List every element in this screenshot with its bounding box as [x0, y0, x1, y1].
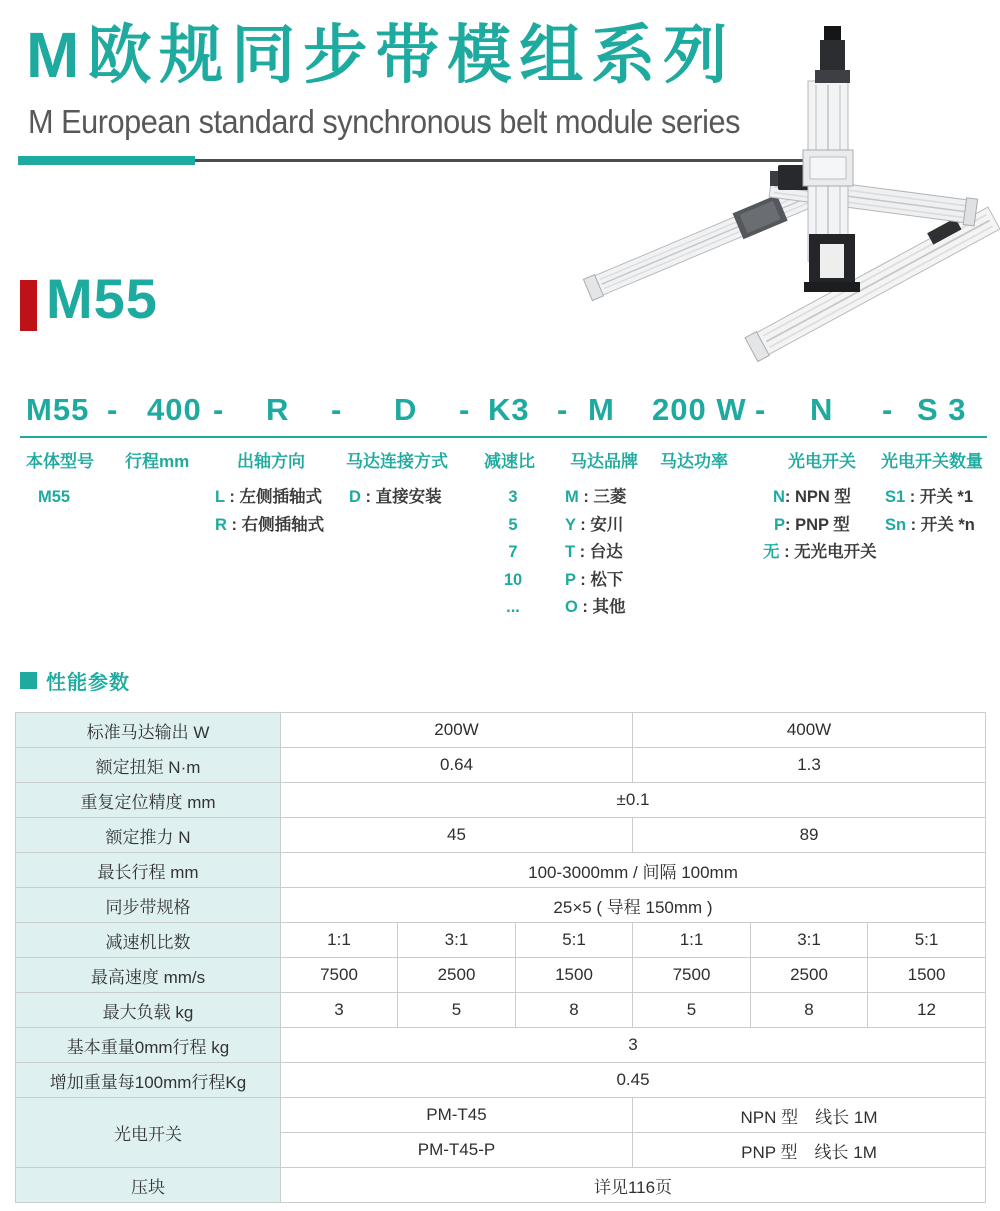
- value-cell: 2500: [398, 958, 516, 993]
- performance-title: 性能参数: [46, 672, 130, 694]
- value-cell: 8: [751, 993, 868, 1028]
- value-cell: 1:1: [281, 923, 398, 958]
- code-option: [215, 515, 324, 535]
- title-accent-bar: [18, 156, 195, 165]
- code-option: [38, 487, 70, 507]
- row-label: 最长行程 mm: [16, 853, 281, 888]
- code-option-code: N: [773, 488, 785, 506]
- code-option: [565, 515, 623, 535]
- model-code-segment: D: [394, 392, 418, 427]
- model-code-segment: M55: [26, 392, 90, 427]
- code-option-label: : NPN 型: [784, 488, 851, 506]
- value-cell: 45: [281, 818, 633, 853]
- code-option-label: : 无光电开关: [779, 543, 877, 561]
- model-code-segment: -: [213, 392, 225, 427]
- table-row: [16, 1028, 986, 1063]
- code-option: [885, 515, 975, 535]
- model-code-segment: R: [266, 392, 290, 427]
- code-column-header: 行程mm: [125, 452, 190, 471]
- code-option-label: : 三菱: [578, 488, 627, 506]
- code-column-header: 马达连接方式: [346, 452, 448, 471]
- code-option-label: : 开关 *1: [905, 488, 974, 506]
- code-option-code: D: [349, 488, 361, 506]
- value-cell: 7500: [633, 958, 751, 993]
- code-option-code: M: [565, 488, 579, 506]
- value-cell: 0.45: [281, 1063, 986, 1098]
- table-row: [16, 888, 986, 923]
- model-code-segment: S 3: [917, 392, 967, 427]
- value-cell: 5: [398, 993, 516, 1028]
- row-label: 压块: [16, 1168, 281, 1203]
- row-label: 同步带规格: [16, 888, 281, 923]
- code-option-label: : PNP 型: [785, 515, 850, 534]
- code-option-code: O: [565, 598, 578, 616]
- table-row: [16, 923, 986, 958]
- section-title: M55: [46, 267, 158, 330]
- code-option: [495, 542, 531, 562]
- value-cell: 25×5 ( 导程 150mm ): [281, 888, 986, 923]
- code-option-code: 5: [508, 515, 518, 534]
- table-row: [16, 853, 986, 888]
- table-row: [16, 748, 986, 783]
- code-column-header: 马达功率: [660, 452, 728, 471]
- z-bottom-bracket: [804, 234, 860, 292]
- value-cell: 1500: [868, 958, 986, 993]
- code-option-label: : 其他: [577, 598, 626, 616]
- value-cell: PNP 型 线长 1M: [633, 1133, 986, 1168]
- code-option-code: ...: [506, 598, 520, 616]
- gantry-left-rail: [582, 183, 815, 302]
- value-cell: 5:1: [516, 923, 633, 958]
- page-title-en: M European standard synchronous belt module series: [28, 103, 741, 140]
- code-option-label: : 直接安装: [360, 488, 442, 506]
- page-title-cn: M欧规同步带模组系列: [26, 19, 736, 91]
- code-option: [565, 542, 623, 562]
- model-code-segment: 200 W: [652, 392, 747, 427]
- code-option-label: : 右侧插轴式: [226, 515, 325, 534]
- table-row: [16, 1168, 986, 1203]
- value-cell: 详见116页: [281, 1168, 986, 1203]
- value-cell: 7500: [281, 958, 398, 993]
- model-code-segment: -: [755, 392, 767, 427]
- value-cell: 100-3000mm / 间隔 100mm: [281, 853, 986, 888]
- value-cell: NPN 型 线长 1M: [633, 1098, 986, 1133]
- code-option: [495, 515, 531, 535]
- code-option: [495, 597, 531, 617]
- value-cell: PM-T45: [281, 1098, 633, 1133]
- code-option: [495, 570, 531, 590]
- code-option: [565, 570, 623, 590]
- code-option: [215, 487, 322, 507]
- code-option-label: : 左侧插轴式: [224, 488, 322, 506]
- code-option-code: M55: [38, 488, 71, 506]
- value-cell: 3:1: [751, 923, 868, 958]
- model-code-segment: -: [459, 392, 471, 427]
- table-row: [16, 783, 986, 818]
- code-option-label: : 松下: [575, 570, 624, 589]
- value-cell: 200W: [281, 713, 633, 748]
- model-code-segment: M: [588, 392, 615, 427]
- table-row: [16, 818, 986, 853]
- code-option-code: 10: [503, 570, 523, 589]
- table-row: [16, 1063, 986, 1098]
- code-column-header: 本体型号: [26, 452, 94, 471]
- value-cell: 400W: [633, 713, 986, 748]
- table-row: [16, 993, 986, 1028]
- value-cell: 1.3: [633, 748, 986, 783]
- value-cell: 5: [633, 993, 751, 1028]
- table-row: [16, 713, 986, 748]
- code-option-code: Y: [565, 515, 576, 534]
- model-code-segment: -: [557, 392, 569, 427]
- code-column-header: 马达品牌: [570, 452, 638, 471]
- row-label: 减速机比数: [16, 923, 281, 958]
- value-cell: 0.64: [281, 748, 633, 783]
- product-image-gantry: [558, 24, 1000, 374]
- code-option: [565, 597, 626, 617]
- code-option-code: 无: [763, 543, 780, 561]
- code-option-code: R: [215, 515, 227, 534]
- table-row: [16, 1098, 986, 1133]
- performance-table: [15, 712, 986, 1203]
- model-code-segment: -: [882, 392, 894, 427]
- x-motor-flange: [770, 171, 779, 186]
- row-label: 最大负载 kg: [16, 993, 281, 1028]
- value-cell: 8: [516, 993, 633, 1028]
- code-option: [774, 515, 850, 535]
- model-code-divider: [20, 436, 987, 438]
- value-cell: 89: [633, 818, 986, 853]
- performance-accent-square: [20, 672, 37, 689]
- z-motor: [815, 26, 850, 83]
- code-option-code: 7: [508, 543, 518, 561]
- value-cell: 5:1: [868, 923, 986, 958]
- model-code-segment: N: [810, 392, 834, 427]
- model-code-headers: [0, 447, 1000, 471]
- code-option: [885, 487, 973, 507]
- code-option-label: : 开关 *n: [906, 515, 975, 534]
- code-option: [565, 487, 626, 507]
- row-label: 光电开关: [16, 1098, 281, 1168]
- model-code-segment: -: [107, 392, 119, 427]
- code-column-header: 光电开关数量: [881, 452, 983, 471]
- code-option: [773, 487, 851, 507]
- model-code: [0, 392, 1000, 430]
- code-option-code: P: [565, 570, 576, 589]
- code-option: [349, 487, 442, 507]
- section-accent-bar: [20, 280, 37, 331]
- model-code-segment: -: [331, 392, 343, 427]
- value-cell: 2500: [751, 958, 868, 993]
- model-code-options: [0, 487, 1000, 632]
- gantry-right-rail: [743, 202, 1000, 362]
- row-label: 最高速度 mm/s: [16, 958, 281, 993]
- code-column-header: 减速比: [484, 452, 535, 471]
- value-cell: ±0.1: [281, 783, 986, 818]
- code-option: [763, 542, 877, 562]
- code-option-code: Sn: [885, 515, 907, 534]
- code-column-header: 出轴方向: [237, 452, 305, 471]
- code-option-code: S1: [885, 488, 906, 506]
- value-cell: 3: [281, 1028, 986, 1063]
- row-label: 标准马达输出 W: [16, 713, 281, 748]
- code-option: [495, 487, 531, 507]
- code-option-label: : 安川: [575, 515, 624, 534]
- row-label: 额定扭矩 N·m: [16, 748, 281, 783]
- value-cell: PM-T45-P: [281, 1133, 633, 1168]
- row-label: 额定推力 N: [16, 818, 281, 853]
- code-option-code: 3: [508, 488, 518, 506]
- code-option-code: L: [215, 488, 225, 506]
- table-row: [16, 958, 986, 993]
- value-cell: 1500: [516, 958, 633, 993]
- value-cell: 3: [281, 993, 398, 1028]
- code-option-code: P: [774, 515, 786, 534]
- value-cell: 1:1: [633, 923, 751, 958]
- row-label: 增加重量每100mm行程Kg: [16, 1063, 281, 1098]
- model-code-segment: 400: [147, 392, 202, 427]
- code-option-code: T: [565, 543, 576, 561]
- model-code-segment: K3: [488, 392, 530, 427]
- code-option-label: : 台达: [575, 543, 623, 561]
- row-label: 重复定位精度 mm: [16, 783, 281, 818]
- code-column-header: 光电开关: [788, 452, 856, 471]
- value-cell: 3:1: [398, 923, 516, 958]
- value-cell: 12: [868, 993, 986, 1028]
- row-label: 基本重量0mm行程 kg: [16, 1028, 281, 1063]
